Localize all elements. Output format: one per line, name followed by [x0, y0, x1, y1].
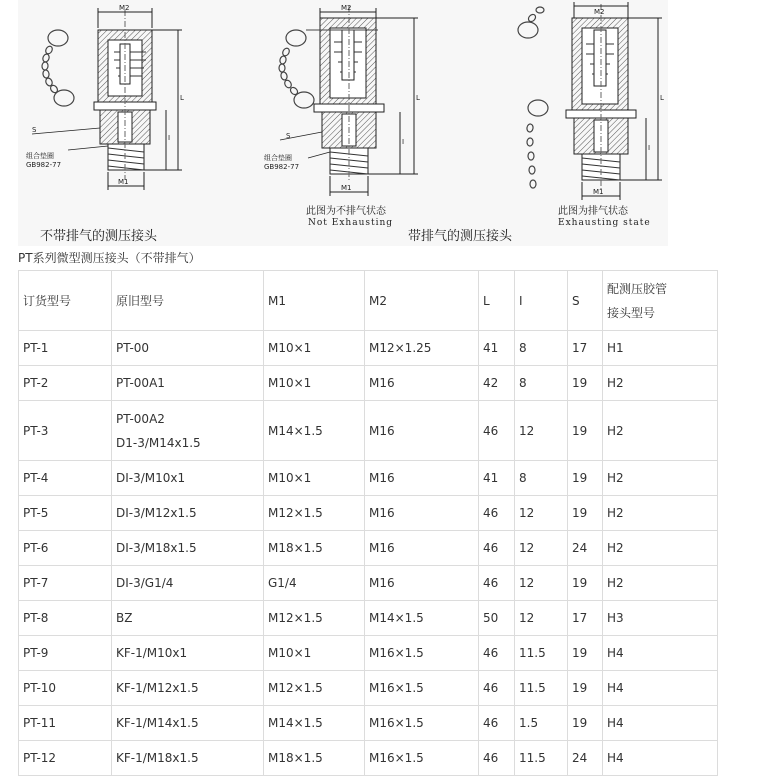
table-cell: M16: [365, 366, 479, 401]
header-cell: S: [568, 271, 603, 331]
note-not-exhausting-en: Not Exhausting: [308, 218, 394, 228]
table-cell: M14×1.5: [264, 401, 365, 461]
table-cell: 19: [568, 636, 603, 671]
table-cell: 17: [568, 331, 603, 366]
table-cell: M16: [365, 496, 479, 531]
table-cell: 42: [479, 366, 515, 401]
table-cell: M12×1.25: [365, 331, 479, 366]
table-cell: 17: [568, 601, 603, 636]
table-cell: PT-10: [19, 671, 112, 706]
table-cell: M16: [365, 401, 479, 461]
table-row: [19, 401, 718, 461]
table-cell: 46: [479, 636, 515, 671]
table-cell: 24: [568, 531, 603, 566]
table-cell: KF-1/M18x1.5: [112, 741, 264, 776]
table-cell: PT-1: [19, 331, 112, 366]
drawing-no-exhaust: [26, 4, 184, 190]
table-cell: G1/4: [264, 566, 365, 601]
table-cell: DI-3/M12x1.5: [112, 496, 264, 531]
table-cell: 8: [515, 331, 568, 366]
table-cell: KF-1/M14x1.5: [112, 706, 264, 741]
table-cell: 41: [479, 331, 515, 366]
table-cell: M14×1.5: [264, 706, 365, 741]
note-exhausting-en: Exhausting state: [558, 218, 651, 228]
table-row: [19, 566, 718, 601]
table-cell: DI-3/G1/4: [112, 566, 264, 601]
table-row: [19, 531, 718, 566]
table-cell: 24: [568, 741, 603, 776]
header-cell: I: [515, 271, 568, 331]
table-cell: PT-00: [112, 331, 264, 366]
label-s-left: S: [32, 126, 37, 134]
label-m1-right: M1: [593, 188, 604, 196]
table-cell: 19: [568, 401, 603, 461]
table-row: [19, 461, 718, 496]
label-l-right: L: [660, 94, 664, 102]
table-cell: PT-8: [19, 601, 112, 636]
label-m2-right: M2: [594, 8, 605, 16]
table-row: [19, 331, 718, 366]
label-l-left: L: [180, 94, 184, 102]
table-cell: 8: [515, 366, 568, 401]
label-m1-mid: M1: [341, 184, 352, 192]
table-cell: H2: [603, 496, 718, 531]
table-cell: 12: [515, 531, 568, 566]
table-cell: 19: [568, 566, 603, 601]
table-cell: M16×1.5: [365, 741, 479, 776]
table-cell: 12: [515, 566, 568, 601]
spec-table-body: [19, 271, 718, 776]
label-m1-left: M1: [118, 178, 129, 186]
table-cell: 1.5: [515, 706, 568, 741]
table-cell: 19: [568, 706, 603, 741]
table-cell: 46: [479, 706, 515, 741]
table-cell: M18×1.5: [264, 531, 365, 566]
table-cell: H4: [603, 636, 718, 671]
table-cell: H1: [603, 331, 718, 366]
table-cell: PT-4: [19, 461, 112, 496]
table-row: [19, 601, 718, 636]
table-cell: KF-1/M12x1.5: [112, 671, 264, 706]
spec-table: [18, 270, 718, 776]
table-row: [19, 366, 718, 401]
label-i-mid: I: [402, 138, 405, 146]
table-cell: 46: [479, 741, 515, 776]
table-cell: KF-1/M10x1: [112, 636, 264, 671]
table-cell: H2: [603, 566, 718, 601]
label-i-left: I: [168, 134, 171, 142]
table-row: [19, 671, 718, 706]
header-cell: L: [479, 271, 515, 331]
table-cell: PT-3: [19, 401, 112, 461]
note-not-exhausting-cn: 此图为不排气状态: [306, 206, 386, 217]
table-row: [19, 636, 718, 671]
label-i-right: I: [648, 144, 651, 152]
table-cell: PT-00A2 D1-3/M14x1.5: [112, 401, 264, 461]
table-cell: 11.5: [515, 636, 568, 671]
table-cell: H2: [603, 401, 718, 461]
table-cell: M16: [365, 461, 479, 496]
table-cell: M12×1.5: [264, 496, 365, 531]
table-row: [19, 496, 718, 531]
table-cell: H4: [603, 706, 718, 741]
table-cell: PT-7: [19, 566, 112, 601]
caption-exhaust: 带排气的测压接头: [408, 229, 513, 244]
table-cell: H4: [603, 741, 718, 776]
table-cell: PT-11: [19, 706, 112, 741]
table-cell: M16×1.5: [365, 671, 479, 706]
table-cell: 12: [515, 496, 568, 531]
table-cell: PT-9: [19, 636, 112, 671]
table-cell: 11.5: [515, 741, 568, 776]
label-l-mid: L: [416, 94, 420, 102]
table-cell: BZ: [112, 601, 264, 636]
table-cell: 46: [479, 566, 515, 601]
table-cell: M12×1.5: [264, 671, 365, 706]
table-cell: PT-2: [19, 366, 112, 401]
table-cell: 11.5: [515, 671, 568, 706]
table-cell: M18×1.5: [264, 741, 365, 776]
table-cell: M10×1: [264, 636, 365, 671]
table-cell: H3: [603, 601, 718, 636]
header-cell: M1: [264, 271, 365, 331]
table-cell: PT-00A1: [112, 366, 264, 401]
label-standard-mid: GB982-77: [264, 163, 300, 171]
table-cell: 50: [479, 601, 515, 636]
table-cell: 19: [568, 461, 603, 496]
label-gasket-left: 组合垫圈: [26, 152, 54, 160]
header-cell: 订货型号: [19, 271, 112, 331]
table-cell: H4: [603, 671, 718, 706]
note-exhausting-cn: 此图为排气状态: [558, 206, 628, 217]
table-cell: PT-12: [19, 741, 112, 776]
table-cell: 46: [479, 671, 515, 706]
table-cell: 46: [479, 401, 515, 461]
drawing-exhaust-closed: [264, 4, 420, 228]
label-standard-left: GB982-77: [26, 161, 62, 169]
table-cell: 46: [479, 531, 515, 566]
table-header-row: [19, 271, 718, 331]
table-cell: M16×1.5: [365, 706, 479, 741]
table-cell: M16: [365, 566, 479, 601]
table-cell: DI-3/M10x1: [112, 461, 264, 496]
label-gasket-mid: 组合垫圈: [264, 154, 292, 162]
table-cell: H2: [603, 461, 718, 496]
table-cell: PT-5: [19, 496, 112, 531]
label-m2-left: M2: [119, 4, 130, 12]
table-cell: 12: [515, 401, 568, 461]
table-row: [19, 741, 718, 776]
table-cell: M10×1: [264, 461, 365, 496]
table-cell: H2: [603, 531, 718, 566]
table-cell: M14×1.5: [365, 601, 479, 636]
caption-no-exhaust: 不带排气的测压接头: [40, 229, 158, 244]
table-cell: M10×1: [264, 366, 365, 401]
table-cell: 19: [568, 671, 603, 706]
drawing-exhaust-open: [518, 2, 664, 228]
header-cell: M2: [365, 271, 479, 331]
table-cell: H2: [603, 366, 718, 401]
table-cell: M10×1: [264, 331, 365, 366]
table-cell: 46: [479, 496, 515, 531]
table-cell: 12: [515, 601, 568, 636]
table-cell: M16×1.5: [365, 636, 479, 671]
table-cell: DI-3/M18x1.5: [112, 531, 264, 566]
table-cell: 8: [515, 461, 568, 496]
label-m2-mid: M2: [341, 4, 352, 12]
label-s-mid: S: [286, 132, 291, 140]
header-cell: 原旧型号: [112, 271, 264, 331]
header-cell: 配测压胶管 接头型号: [603, 271, 718, 331]
table-cell: PT-6: [19, 531, 112, 566]
table-row: [19, 706, 718, 741]
table-cell: M12×1.5: [264, 601, 365, 636]
table-cell: 19: [568, 496, 603, 531]
fitting-drawing: [18, 0, 668, 246]
table-cell: 19: [568, 366, 603, 401]
table-cell: M16: [365, 531, 479, 566]
table-title: PT系列微型测压接头（不带排气）: [18, 251, 201, 265]
table-cell: 41: [479, 461, 515, 496]
